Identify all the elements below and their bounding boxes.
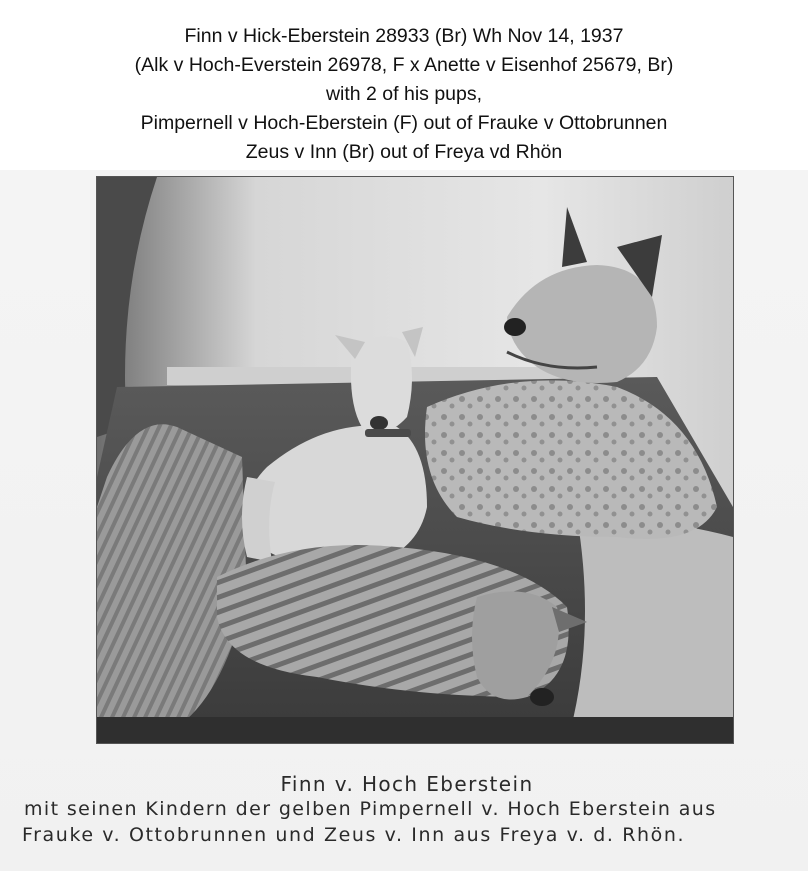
header-line-3: with 2 of his pups, xyxy=(325,83,483,105)
dog-photograph xyxy=(96,176,734,744)
header-line-5: Zeus v Inn (Br) out of Freya vd Rhön xyxy=(245,141,563,163)
header-line-2: (Alk v Hoch-Everstein 26978, F x Anette v Eisenhof 25679, Br) xyxy=(134,54,674,76)
brindle-puppy-nose xyxy=(530,688,554,706)
sofa-edge xyxy=(97,717,733,743)
blanket xyxy=(567,517,733,743)
caption-title: Finn v. Hoch Eberstein xyxy=(280,772,534,796)
adult-dog-nose xyxy=(504,318,526,336)
light-puppy-collar xyxy=(365,429,411,437)
photo-illustration xyxy=(97,177,733,743)
caption-line-1: mit seinen Kindern der gelben Pimpernell v. Hoch Eberstein aus xyxy=(24,798,717,820)
header-line-4: Pimpernell v Hoch-Eberstein (F) out of Frauke v Ottobrunnen xyxy=(140,112,668,134)
light-puppy-nose xyxy=(370,416,388,430)
header-text-block xyxy=(0,22,808,167)
header-line-1: Finn v Hick-Eberstein 28933 (Br) Wh Nov 14, 1937 xyxy=(184,25,624,47)
printed-caption xyxy=(0,772,808,848)
caption-line-2: Frauke v. Ottobrunnen und Zeus v. Inn aus Freya v. d. Rhön. xyxy=(22,824,686,846)
